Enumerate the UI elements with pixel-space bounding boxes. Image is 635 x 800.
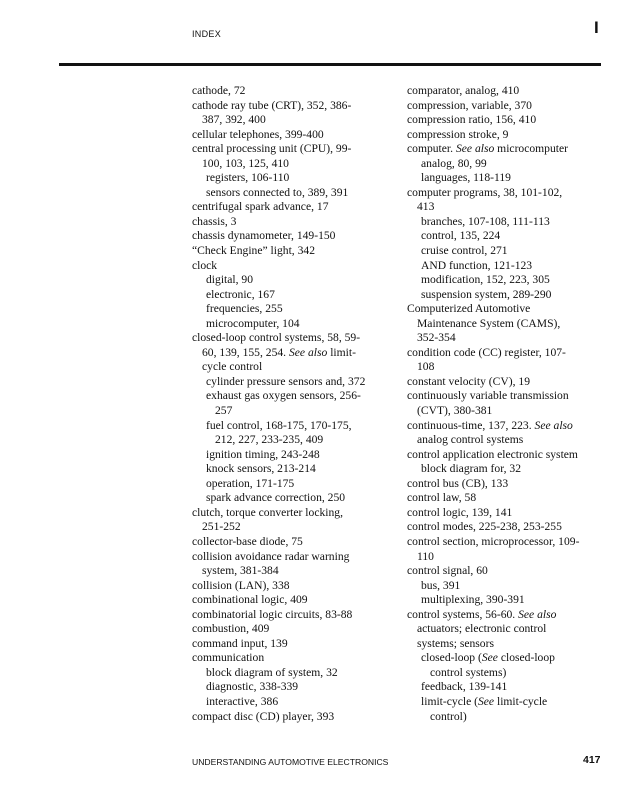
entry-text: control, 135, 224 (421, 229, 501, 243)
index-entry (192, 710, 392, 725)
index-subentry (192, 360, 392, 375)
index-entry (407, 389, 602, 404)
entry-text: registers, 106-110 (206, 171, 290, 185)
index-entry (407, 346, 602, 361)
index-subentry (407, 331, 602, 346)
index-entry (407, 142, 602, 157)
index-entry (192, 331, 392, 346)
entry-text: comparator, analog, 410 (407, 84, 520, 97)
entry-text: system, 381-384 (202, 564, 279, 578)
index-subentry (192, 404, 392, 419)
index-subentry (192, 695, 392, 710)
entry-text: collision (LAN), 338 (192, 578, 290, 592)
index-entry (407, 506, 602, 521)
index-subentry (192, 317, 392, 332)
entry-text: clutch, torque converter locking, (192, 505, 343, 519)
entry-text: control law, 58 (407, 491, 477, 505)
entry-text: 110 (417, 549, 434, 563)
see-also-text: See also (534, 418, 573, 432)
index-subentry (192, 419, 392, 434)
entry-text: bus, 391 (421, 578, 461, 592)
index-subentry (192, 389, 392, 404)
entry-text: combustion, 409 (192, 622, 270, 636)
entry-text: control modes, 225-238, 253-255 (407, 520, 562, 534)
index-subentry (407, 171, 602, 186)
entry-text: compression ratio, 156, 410 (407, 113, 537, 127)
index-entry (192, 84, 392, 99)
entry-text: combinational logic, 409 (192, 593, 308, 607)
entry-text: cruise control, 271 (421, 244, 508, 258)
entry-text: control bus (CB), 133 (407, 476, 509, 490)
index-entry (407, 113, 602, 128)
entry-text: compact disc (CD) player, 393 (192, 709, 335, 723)
index-subentry (407, 317, 602, 332)
index-entry (407, 419, 602, 434)
index-entry (407, 608, 602, 623)
index-subentry (407, 637, 602, 652)
index-entry (192, 215, 392, 230)
index-subentry (407, 680, 602, 695)
entry-text: fuel control, 168-175, 170-175, (206, 418, 352, 432)
index-subentry (407, 215, 602, 230)
entry-text: control application electronic system (407, 447, 578, 461)
entry-text: Maintenance System (CAMS), (417, 316, 561, 330)
index-subentry (192, 564, 392, 579)
index-entry (407, 99, 602, 114)
entry-text: operation, 171-175 (206, 476, 295, 490)
entry-text: microcomputer, 104 (206, 316, 300, 330)
entry-text: control systems, 56-60. (407, 607, 516, 621)
index-entry (192, 550, 392, 565)
index-subentry (192, 273, 392, 288)
index-entry (407, 491, 602, 506)
entry-text: command input, 139 (192, 636, 288, 650)
entry-text: modification, 152, 223, 305 (421, 273, 550, 287)
index-entry (192, 128, 392, 143)
entry-text: electronic, 167 (206, 287, 275, 301)
index-entry (407, 535, 602, 550)
entry-text: (CVT), 380-381 (417, 404, 493, 418)
entry-text: control logic, 139, 141 (407, 505, 513, 519)
index-subentry (407, 579, 602, 594)
index-subentry (192, 157, 392, 172)
see-also-text: See also (288, 345, 328, 359)
entry-text: sensors connected to, 389, 391 (206, 185, 349, 199)
index-entry (192, 229, 392, 244)
index-subentry (407, 200, 602, 215)
entry-text: analog, 80, 99 (421, 156, 487, 170)
entry-text: digital, 90 (206, 273, 254, 287)
entry-text: continuously variable transmission (407, 389, 569, 403)
cross-reference-target: limit-cycle (494, 694, 548, 708)
entry-text: block diagram of system, 32 (206, 665, 338, 679)
index-entry (192, 608, 392, 623)
entry-text: suspension system, 289-290 (421, 287, 552, 301)
entry-text: cathode, 72 (192, 84, 246, 97)
entry-text: 257 (215, 404, 233, 418)
entry-text: constant velocity (CV), 19 (407, 374, 530, 388)
index-subentry (192, 288, 392, 303)
index-subentry (192, 680, 392, 695)
entry-text: condition code (CC) register, 107- (407, 345, 566, 359)
entry-text: 212, 227, 233-235, 409 (215, 433, 324, 447)
entry-text: systems; sensors (417, 636, 494, 650)
index-entry (192, 637, 392, 652)
index-entry (407, 84, 602, 99)
entry-text: analog control systems (417, 433, 524, 447)
entry-text: chassis, 3 (192, 214, 237, 228)
index-entry (192, 99, 392, 114)
entry-text: multiplexing, 390-391 (421, 593, 525, 607)
index-column-left (192, 84, 392, 724)
index-entry (192, 244, 392, 259)
index-subentry (192, 520, 392, 535)
entry-text: Computerized Automotive (407, 302, 531, 316)
index-entry (407, 302, 602, 317)
see-also-text: See also (518, 607, 557, 621)
page-number: 417 (583, 754, 601, 766)
entry-text: interactive, 386 (206, 694, 279, 708)
entry-text: compression, variable, 370 (407, 98, 532, 112)
header-rule (59, 63, 601, 66)
entry-text: ignition timing, 243-248 (206, 447, 320, 461)
index-subentry (192, 477, 392, 492)
entry-text: diagnostic, 338-339 (206, 680, 299, 694)
index-subentry (192, 346, 392, 361)
index-subentry (192, 375, 392, 390)
entry-text: spark advance correction, 250 (206, 491, 346, 505)
index-subentry (192, 302, 392, 317)
index-entry (407, 564, 602, 579)
index-entry (407, 128, 602, 143)
index-subentry (407, 710, 602, 725)
entry-text: 108 (417, 360, 435, 374)
entry-text: chassis dynamometer, 149-150 (192, 229, 336, 243)
entry-text: block diagram for, 32 (421, 462, 521, 476)
index-entry (192, 579, 392, 594)
entry-text: closed-loop ( (421, 651, 482, 665)
index-subentry (407, 404, 602, 419)
see-also-text: See (481, 651, 498, 665)
entry-text: centrifugal spark advance, 17 (192, 200, 329, 214)
entry-text: computer. (407, 142, 454, 156)
entry-text: cylinder pressure sensors and, 372 (206, 374, 366, 388)
index-entry (407, 186, 602, 201)
entry-text: computer programs, 38, 101-102, (407, 185, 563, 199)
entry-text: cellular telephones, 399-400 (192, 127, 324, 141)
entry-text: 352-354 (417, 331, 456, 345)
index-subentry (407, 550, 602, 565)
entry-text: continuous-time, 137, 223. (407, 418, 532, 432)
index-subentry (407, 433, 602, 448)
index-entry (407, 477, 602, 492)
entry-text: exhaust gas oxygen sensors, 256- (206, 389, 361, 403)
index-subentry (192, 491, 392, 506)
index-entry (192, 622, 392, 637)
index-subentry (192, 433, 392, 448)
entry-text: “Check Engine” light, 342 (192, 244, 315, 258)
index-subentry (407, 157, 602, 172)
entry-text: limit-cycle ( (421, 694, 478, 708)
entry-text: languages, 118-119 (421, 171, 511, 185)
index-entry (407, 448, 602, 463)
index-subentry (407, 273, 602, 288)
entry-text: actuators; electronic control (417, 622, 547, 636)
entry-text: closed-loop control systems, 58, 59- (192, 331, 361, 345)
entry-text: AND function, 121-123 (421, 258, 533, 272)
entry-text: frequencies, 255 (206, 302, 283, 316)
index-subentry (407, 695, 602, 710)
index-subentry (407, 622, 602, 637)
index-subentry (192, 666, 392, 681)
entry-text: branches, 107-108, 111-113 (421, 214, 550, 228)
index-entry (407, 375, 602, 390)
entry-text: control) (430, 709, 467, 723)
index-subentry (407, 666, 602, 681)
entry-text: communication (192, 651, 265, 665)
index-entry (192, 593, 392, 608)
index-subentry (407, 651, 602, 666)
entry-text: feedback, 139-141 (421, 680, 508, 694)
entry-text: combinatorial logic circuits, 83-88 (192, 607, 353, 621)
entry-text: cycle control (202, 360, 263, 374)
index-subentry (192, 448, 392, 463)
index-entry (192, 259, 392, 274)
entry-text: control signal, 60 (407, 564, 488, 578)
entry-text: control section, microprocessor, 109- (407, 534, 580, 548)
entry-text: 100, 103, 125, 410 (202, 156, 289, 170)
index-entry (192, 506, 392, 521)
index-subentry (192, 113, 392, 128)
entry-text: knock sensors, 213-214 (206, 462, 316, 476)
index-subentry (407, 229, 602, 244)
index-entry (192, 651, 392, 666)
index-column-right (407, 84, 602, 724)
index-subentry (407, 259, 602, 274)
index-subentry (192, 462, 392, 477)
index-entry (192, 142, 392, 157)
index-subentry (407, 462, 602, 477)
running-header-title: INDEX (192, 29, 222, 39)
index-subentry (192, 186, 392, 201)
entry-text: 387, 392, 400 (202, 113, 266, 127)
entry-text: 413 (417, 200, 435, 214)
see-also-text: See (477, 694, 495, 708)
entry-text: compression stroke, 9 (407, 127, 509, 141)
index-entry (192, 535, 392, 550)
entry-text: cathode ray tube (CRT), 352, 386- (192, 98, 352, 112)
see-also-text: See also (455, 142, 495, 156)
index-subentry (407, 288, 602, 303)
entry-text: central processing unit (CPU), 99- (192, 142, 352, 156)
cross-reference-target: limit- (327, 345, 356, 359)
index-entry (407, 520, 602, 535)
footer-book-title: UNDERSTANDING AUTOMOTIVE ELECTRONICS (192, 757, 389, 767)
index-entry (192, 200, 392, 215)
entry-text: 251-252 (202, 520, 241, 534)
entry-text: control systems) (430, 665, 507, 679)
index-subentry (407, 244, 602, 259)
cross-reference-target: microcomputer (494, 142, 569, 156)
index-subentry (407, 360, 602, 375)
entry-text: collector-base diode, 75 (192, 534, 303, 548)
entry-text: 60, 139, 155, 254. (202, 345, 287, 359)
entry-text: clock (192, 258, 218, 272)
section-letter: I (594, 18, 599, 37)
entry-text: collision avoidance radar warning (192, 549, 350, 563)
cross-reference-target: closed-loop (497, 651, 555, 665)
index-subentry (192, 171, 392, 186)
index-subentry (407, 593, 602, 608)
